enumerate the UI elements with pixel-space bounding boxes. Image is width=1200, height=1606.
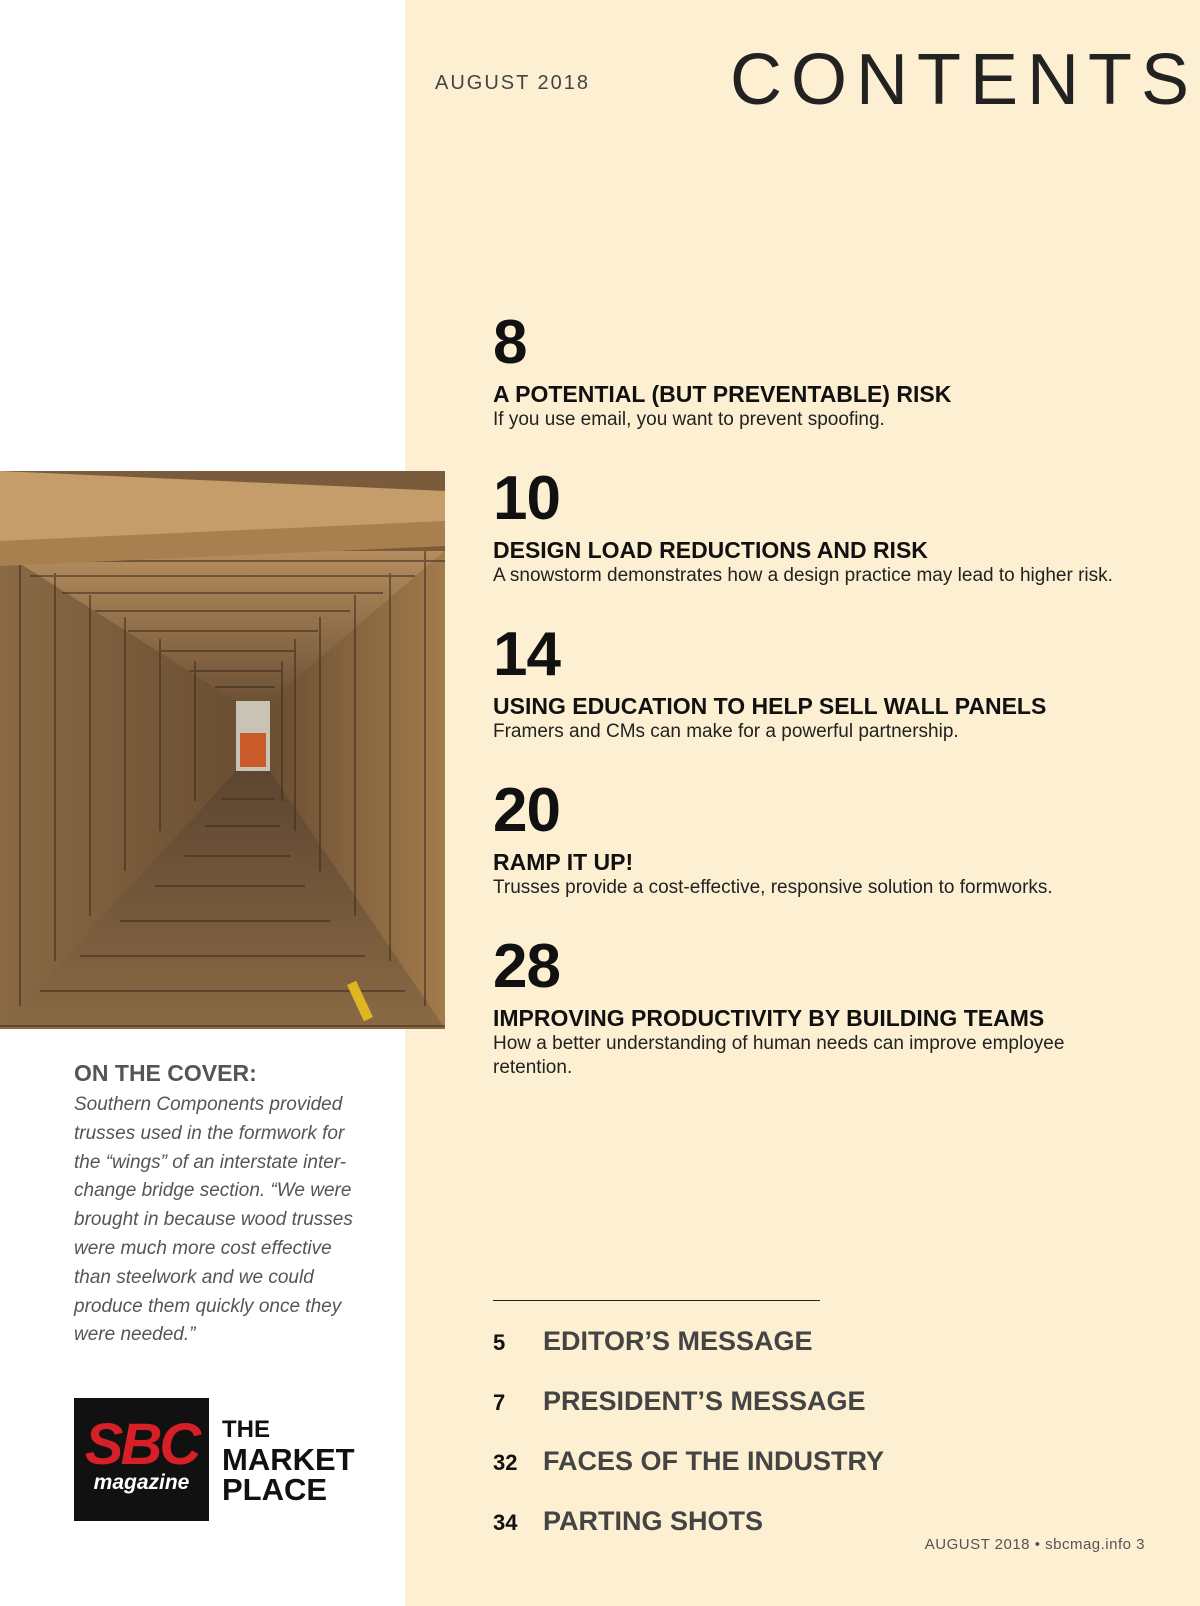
feature-item[interactable]	[493, 308, 1133, 468]
feature-page-number: 10	[493, 464, 560, 533]
feature-page-number: 20	[493, 776, 560, 845]
department-title[interactable]: PARTING SHOTS	[543, 1506, 764, 1536]
cover-label: ON THE COVER:	[74, 1060, 257, 1086]
department-title[interactable]: FACES OF THE INDUSTRY	[543, 1446, 885, 1476]
feature-page-number: 14	[493, 620, 560, 689]
market-place-heading	[222, 1415, 355, 1505]
feature-list	[493, 308, 1133, 1092]
logo-subtitle: magazine	[93, 1471, 190, 1494]
department-page-number: 5	[493, 1330, 506, 1355]
department-title[interactable]: EDITOR’S MESSAGE	[543, 1326, 813, 1356]
department-title[interactable]: PRESIDENT’S MESSAGE	[543, 1386, 866, 1416]
feature-description: Framers and CMs can make for a powerful partnership.	[493, 721, 959, 742]
truss-tunnel-image	[0, 471, 445, 1029]
feature-description: If you use email, you want to prevent spoofing.	[493, 409, 885, 430]
page-footer: AUGUST 2018 • sbcmag.info 3	[924, 1536, 1145, 1553]
market-place-line-1: THE	[222, 1416, 270, 1443]
feature-item[interactable]	[493, 620, 1133, 780]
page-title: CONTENTS	[730, 40, 1198, 120]
feature-item[interactable]	[493, 932, 1133, 1092]
feature-title[interactable]: A POTENTIAL (BUT PREVENTABLE) RISK	[493, 381, 952, 407]
department-item[interactable]	[493, 1326, 993, 1386]
department-item[interactable]	[493, 1446, 993, 1506]
feature-title[interactable]: USING EDUCATION TO HELP SELL WALL PANELS	[493, 693, 1047, 719]
cover-description: Southern Components provided trusses used in the formwork for the “wings” of an interstate inter-change bridge section. “We were brought in because wood trusses were much more cost effective than steelwork and we could produce them quickly once they were needed.”	[74, 1094, 353, 1346]
market-place-line-2: MARKET	[222, 1442, 355, 1477]
department-page-number: 7	[493, 1390, 506, 1415]
department-list	[493, 1326, 993, 1566]
feature-title[interactable]: DESIGN LOAD REDUCTIONS AND RISK	[493, 537, 928, 563]
department-item[interactable]	[493, 1386, 993, 1446]
feature-description: A snowstorm demonstrates how a design practice may lead to higher risk.	[493, 565, 1113, 586]
feature-description: Trusses provide a cost-effective, responsive solution to formworks.	[493, 877, 1053, 898]
feature-title[interactable]: IMPROVING PRODUCTIVITY BY BUILDING TEAMS	[493, 1005, 1045, 1031]
feature-page-number: 28	[493, 932, 560, 1001]
feature-title[interactable]: RAMP IT UP!	[493, 849, 634, 875]
feature-page-number: 8	[493, 308, 527, 377]
feature-item[interactable]	[493, 464, 1133, 624]
logo-brand: SBC	[84, 1412, 199, 1477]
issue-date: AUGUST 2018	[435, 72, 591, 94]
feature-description: How a better understanding of human needs can improve employee retention.	[493, 1033, 1065, 1078]
cover-photo	[0, 471, 445, 1029]
department-page-number: 32	[493, 1450, 518, 1475]
sbc-magazine-logo	[74, 1398, 209, 1521]
feature-item[interactable]	[493, 776, 1133, 936]
market-place-line-3: PLACE	[222, 1472, 328, 1507]
department-item[interactable]	[493, 1506, 993, 1566]
department-page-number: 34	[493, 1510, 518, 1535]
section-divider	[493, 1300, 820, 1301]
